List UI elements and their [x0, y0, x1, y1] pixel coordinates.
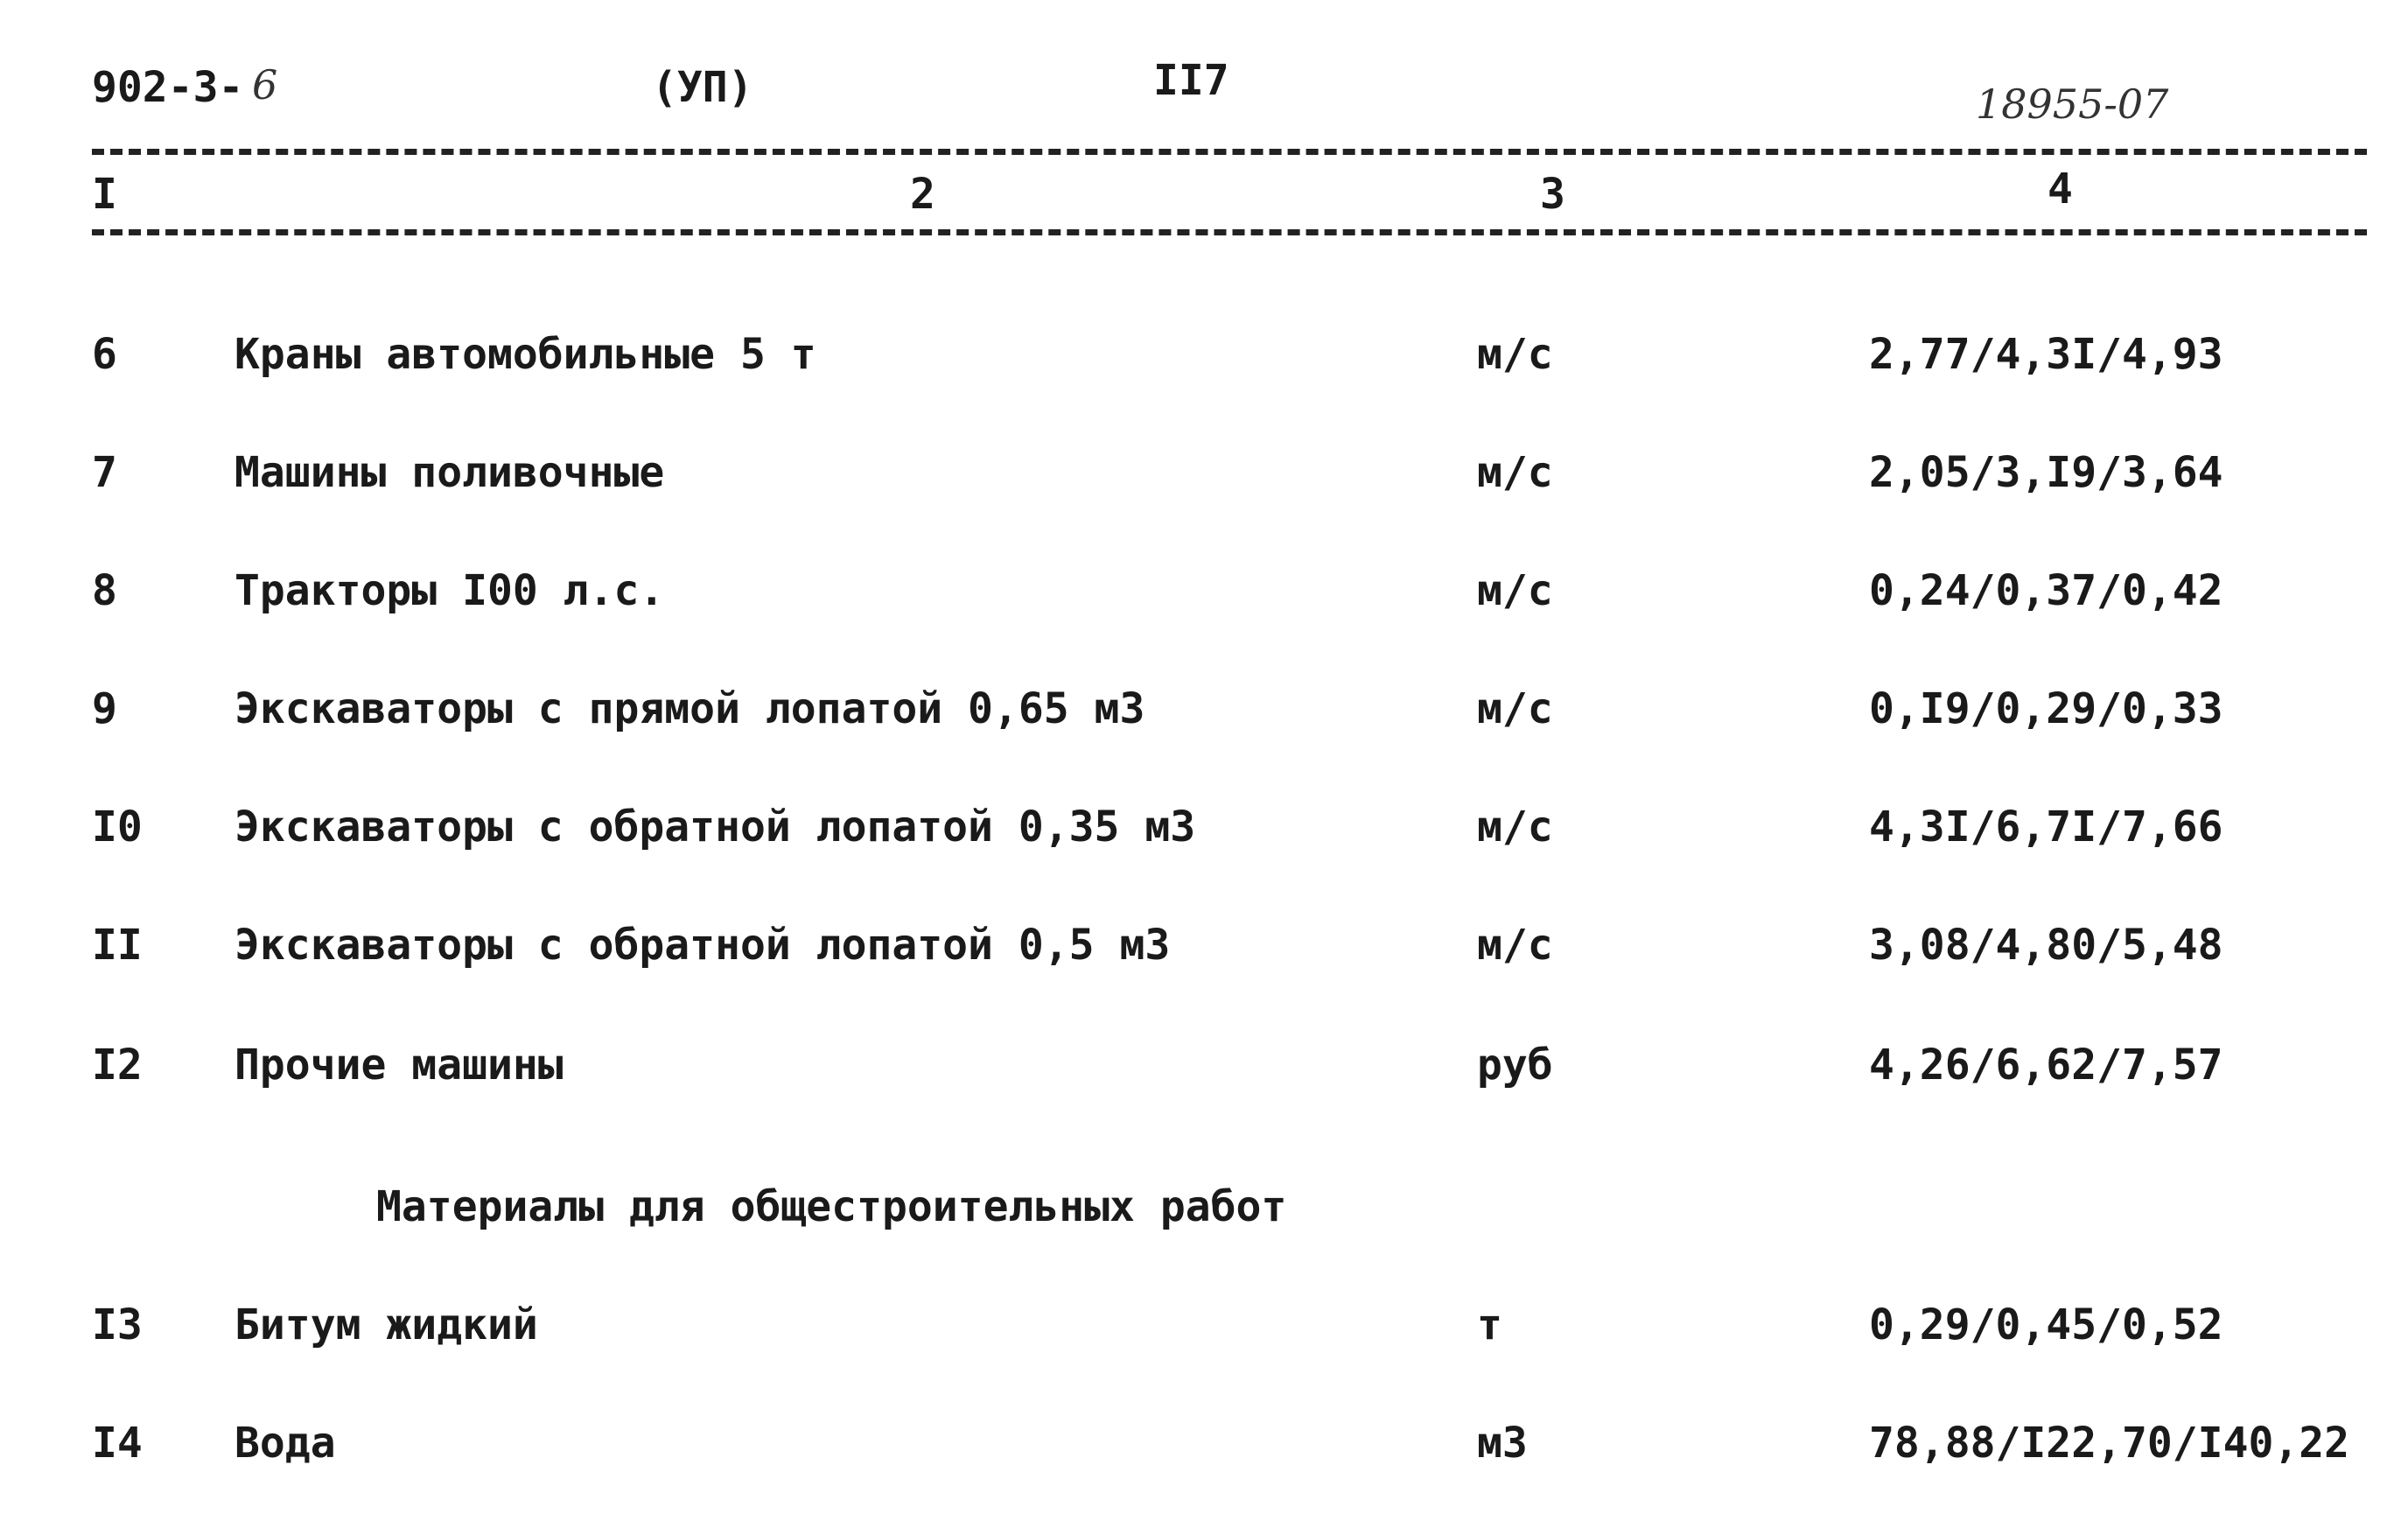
row-unit: м/с	[1477, 684, 1553, 733]
table-row	[0, 448, 2408, 513]
header-top-rule	[92, 149, 2367, 155]
row-number: I2	[92, 1041, 143, 1090]
row-value: 2,77/4,3I/4,93	[1869, 330, 2223, 379]
header-bottom-rule	[92, 229, 2367, 235]
inventory-number-handwritten: 18955-07	[1976, 81, 2169, 128]
document-code: 902-3-	[92, 63, 244, 112]
row-value: 0,29/0,45/0,52	[1869, 1300, 2223, 1349]
row-name: Вода	[234, 1419, 336, 1468]
document-series: (УП)	[652, 63, 753, 112]
row-unit: руб	[1477, 1041, 1553, 1090]
row-name: Тракторы I00 л.с.	[234, 566, 665, 615]
table-row	[0, 1300, 2408, 1365]
row-name: Экскаваторы с обратной лопатой 0,35 м3	[234, 803, 1196, 852]
row-name: Экскаваторы с прямой лопатой 0,65 м3	[234, 684, 1145, 733]
row-name: Краны автомобильные 5 т	[234, 330, 816, 379]
row-number: I0	[92, 803, 143, 852]
table-row	[0, 921, 2408, 985]
table-row	[0, 566, 2408, 631]
row-name: Экскаваторы с обратной лопатой 0,5 м3	[234, 921, 1171, 970]
column-number-1: I	[92, 170, 117, 219]
row-unit: м/с	[1477, 921, 1553, 970]
row-name: Машины поливочные	[234, 448, 665, 497]
page-number: II7	[1153, 56, 1229, 105]
column-number-2: 2	[910, 170, 935, 219]
row-name: Битум жидкий	[234, 1300, 538, 1349]
row-unit: м/с	[1477, 803, 1553, 852]
table-row	[0, 330, 2408, 395]
table-row	[0, 1419, 2408, 1483]
row-unit: м/с	[1477, 448, 1553, 497]
row-unit: м3	[1477, 1419, 1528, 1468]
row-unit: м/с	[1477, 566, 1553, 615]
row-number: 8	[92, 566, 117, 615]
column-number-3: 3	[1540, 170, 1565, 219]
row-number: 9	[92, 684, 117, 733]
row-value: 2,05/3,I9/3,64	[1869, 448, 2223, 497]
row-value: 78,88/I22,70/I40,22	[1869, 1419, 2350, 1468]
row-number: I3	[92, 1300, 143, 1349]
table-row	[0, 803, 2408, 867]
row-number: II	[92, 921, 143, 970]
row-value: 4,3I/6,7I/7,66	[1869, 803, 2223, 852]
document-code-handwritten: 6	[252, 61, 278, 109]
row-number: 6	[92, 330, 117, 379]
table-row	[0, 684, 2408, 749]
column-number-4: 4	[2048, 165, 2073, 214]
row-value: 0,I9/0,29/0,33	[1869, 684, 2223, 733]
row-value: 0,24/0,37/0,42	[1869, 566, 2223, 615]
row-number: 7	[92, 448, 117, 497]
row-unit: м/с	[1477, 330, 1553, 379]
section-title: Материалы для общестроительных работ	[376, 1182, 1287, 1231]
row-value: 3,08/4,80/5,48	[1869, 921, 2223, 970]
row-name: Прочие машины	[234, 1041, 564, 1090]
row-unit: т	[1477, 1300, 1502, 1349]
table-row	[0, 1041, 2408, 1105]
row-number: I4	[92, 1419, 143, 1468]
row-value: 4,26/6,62/7,57	[1869, 1041, 2223, 1090]
